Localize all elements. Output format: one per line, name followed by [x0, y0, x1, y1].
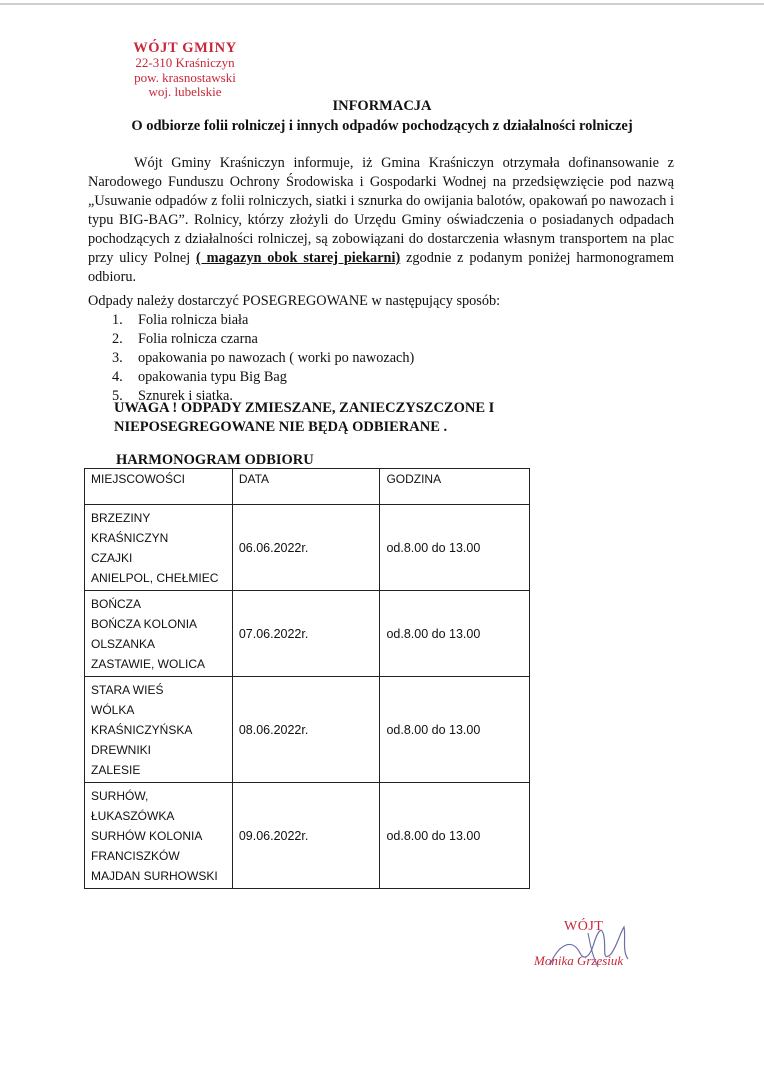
date-cell: 06.06.2022r.: [232, 505, 380, 591]
schedule-title: HARMONOGRAM ODBIORU: [116, 452, 314, 468]
announcement-paragraph: [88, 154, 674, 287]
column-header-hours: GODZINA: [380, 469, 530, 505]
segregation-list: [112, 311, 414, 406]
scan-edge-line: [0, 3, 764, 5]
hours-cell: od.8.00 do 13.00: [380, 505, 530, 591]
signature-name: Monika Grzesiuk: [534, 953, 624, 968]
list-item: 1. Folia rolnicza biała: [112, 312, 249, 328]
office-stamp: [110, 40, 260, 100]
stamp-title: WÓJT GMINY: [133, 40, 237, 56]
location-emphasis: ( magazyn obok starej piekarni): [196, 250, 401, 266]
places-cell: STARA WIEŚ WÓLKA KRAŚNICZYŃSKA DREWNIKI ZALESIE: [85, 677, 233, 783]
stamp-voivodeship-line: woj. lubelskie: [148, 84, 222, 100]
places-cell: SURHÓW, ŁUKASZÓWKA SURHÓW KOLONIA FRANCISZKÓW MAJDAN SURHOWSKI: [85, 783, 233, 889]
list-item: 4. opakowania typu Big Bag: [112, 369, 287, 385]
stamp-county-line: pow. krasnostawski: [134, 69, 236, 85]
column-header-places: MIEJSCOWOŚCI: [85, 469, 233, 505]
signature-stamp: [528, 915, 658, 975]
segregation-intro: Odpady należy dostarczyć POSEGREGOWANE w następujący sposób:: [88, 293, 501, 309]
table-row: [85, 677, 530, 783]
places-cell: BRZEZINY KRAŚNICZYN CZAJKI ANIELPOL, CHEŁMIEC: [85, 505, 233, 591]
table-header-row: [85, 469, 530, 505]
document-subtitle: O odbiorze folii rolniczej i innych odpadów pochodzących z działalności rolniczej: [131, 118, 633, 134]
hours-cell: od.8.00 do 13.00: [380, 783, 530, 889]
warning-line: UWAGA ! ODPADY ZMIESZANE, ZANIECZYSZCZONE I: [114, 400, 495, 416]
handwritten-signature-icon: [528, 915, 658, 975]
table-row: [85, 505, 530, 591]
announcement-text: Wójt Gminy Kraśniczyn informuje, iż Gmina Kraśniczyn otrzymała dofinansowanie z Narodowego Funduszu Ochrony Środowiska i Gospodarki Wodnej na przedsięwzięcie pod nazwą „Usuwanie odpadów z folii rolniczych, siatki i sznurka do owijania balotów, opakowań po nawozach i typu BIG-BAG”. Rolnicy, którzy złożyli do Urzędu Gminy oświadczenia o posiadanych odpadach pochodzących z działalności rolniczej, są zobowiązani do dostarczenia własnym transportem na plac przy ulicy Polnej: [88, 155, 674, 266]
stamp-address-line: 22-310 Kraśniczyn: [135, 55, 235, 71]
warning-line: NIEPOSEGREGOWANE NIE BĘDĄ ODBIERANE .: [114, 419, 448, 435]
column-header-date: DATA: [232, 469, 380, 505]
announcement-text-end: zgodnie z podanym poniżej harmonogramem odbioru.: [88, 250, 674, 285]
list-item: 3. opakowania po nawozach ( worki po nawozach): [112, 350, 415, 366]
document-title: INFORMACJA: [332, 98, 432, 114]
warning-notice: [114, 399, 494, 437]
table-row: [85, 783, 530, 889]
table-row: [85, 591, 530, 677]
signature-role: WÓJT: [564, 919, 604, 934]
places-cell: BOŃCZA BOŃCZA KOLONIA OLSZANKA ZASTAWIE, WOLICA: [85, 591, 233, 677]
hours-cell: od.8.00 do 13.00: [380, 591, 530, 677]
date-cell: 08.06.2022r.: [232, 677, 380, 783]
date-cell: 09.06.2022r.: [232, 783, 380, 889]
hours-cell: od.8.00 do 13.00: [380, 677, 530, 783]
schedule-table: [84, 468, 530, 889]
list-item: 5. Sznurek i siatka.: [112, 388, 233, 404]
date-cell: 07.06.2022r.: [232, 591, 380, 677]
list-item: 2. Folia rolnicza czarna: [112, 331, 258, 347]
